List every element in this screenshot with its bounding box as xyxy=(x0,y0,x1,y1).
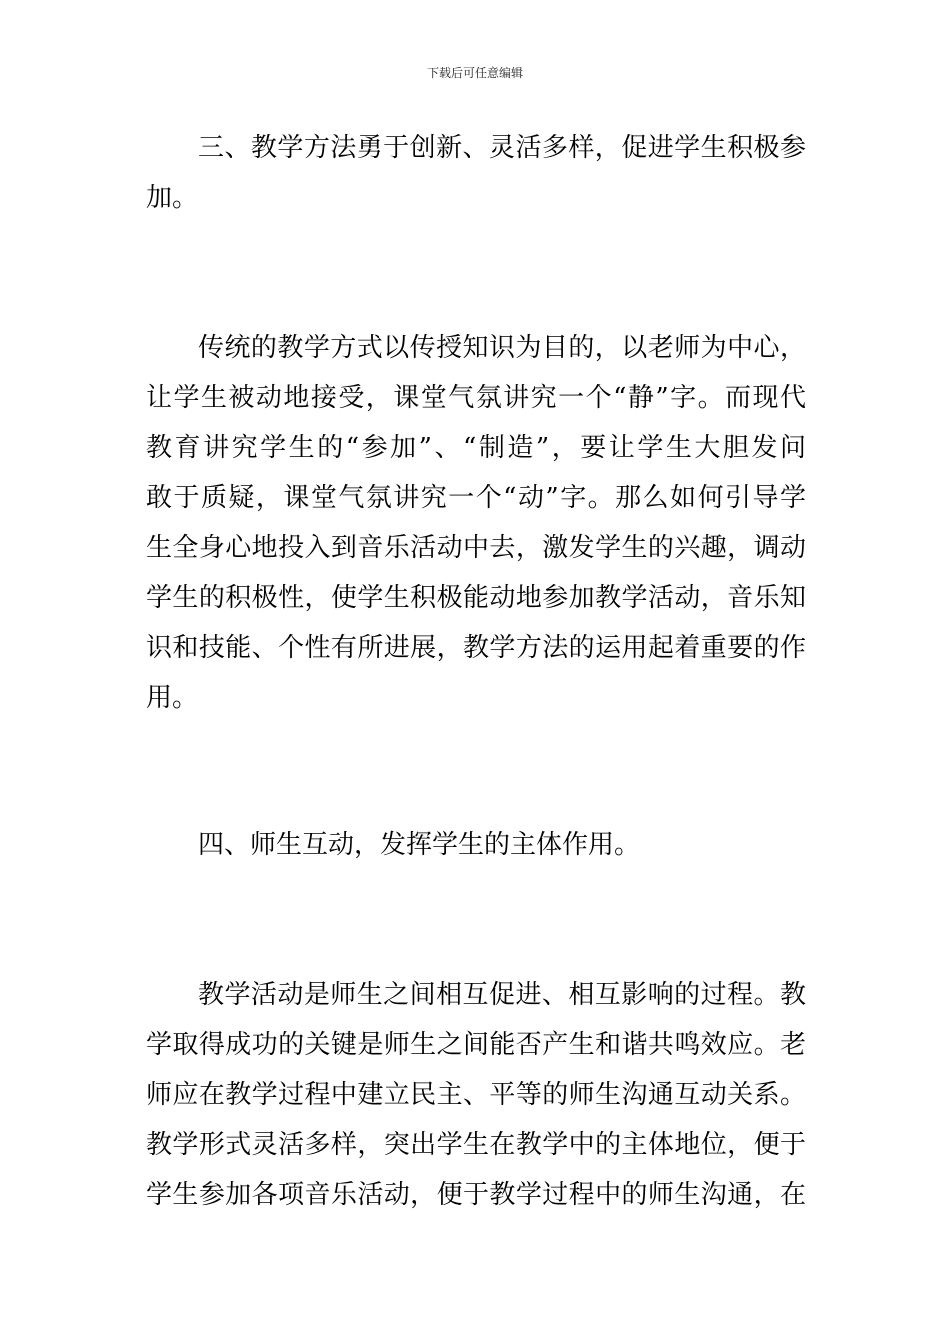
paragraph-line: 识和技能、个性有所进展，教学方法的运用起着重要的作 xyxy=(146,633,806,663)
heading-3-line: 三、教学方法勇于创新、灵活多样，促进学生积极参 xyxy=(198,133,806,163)
paragraph-line: 教学活动是师生之间相互促进、相互影响的过程。教 xyxy=(198,980,806,1010)
paragraph-line: 让学生被动地接受，课堂气氛讲究一个“静”字。而现代 xyxy=(146,383,806,413)
heading-4-line: 四、师生互动，发挥学生的主体作用。 xyxy=(198,830,641,860)
paragraph-line: 师应在教学过程中建立民主、平等的师生沟通互动关系。 xyxy=(146,1080,806,1110)
paragraph-line: 教育讲究学生的“参加”、“制造”，要让学生大胆发问 xyxy=(146,433,806,463)
paragraph-teacher-student-interaction xyxy=(146,970,806,1220)
paragraph-line: 学生的积极性，使学生积极能动地参加教学活动，音乐知 xyxy=(146,583,806,613)
paragraph-line: 敢于质疑，课堂气氛讲究一个“动”字。那么如何引导学 xyxy=(146,483,806,513)
paragraph-line: 学生参加各项音乐活动，便于教学过程中的师生沟通，在 xyxy=(146,1180,806,1210)
paragraph-line: 学取得成功的关键是师生之间能否产生和谐共鸣效应。老 xyxy=(146,1030,806,1060)
section-heading-3 xyxy=(146,123,806,223)
paragraph-line: 传统的教学方式以传授知识为目的，以老师为中心， xyxy=(198,333,806,363)
paragraph-line: 教学形式灵活多样，突出学生在教学中的主体地位，便于 xyxy=(146,1130,806,1160)
section-heading-4 xyxy=(146,820,806,870)
paragraph-line: 生全身心地投入到音乐活动中去，激发学生的兴趣，调动 xyxy=(146,533,806,563)
page-header-note: 下载后可任意编辑 xyxy=(426,66,523,80)
paragraph-traditional-teaching xyxy=(146,323,806,723)
paragraph-line: 用。 xyxy=(146,683,199,713)
heading-3-line: 加。 xyxy=(146,183,199,213)
